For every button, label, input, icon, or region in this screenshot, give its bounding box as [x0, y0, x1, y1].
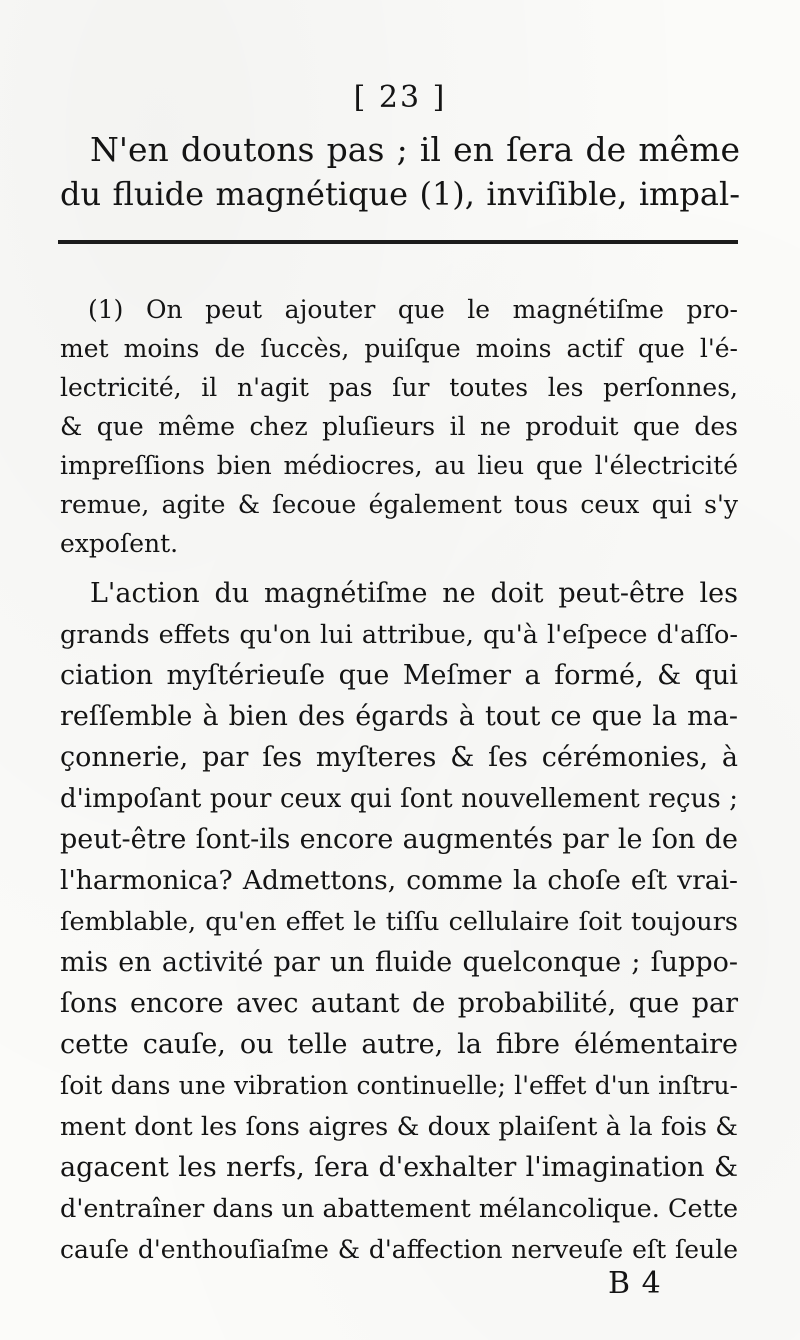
body-line: d'impoſant pour ceux qui ſont nouvellement reçus ; [60, 784, 738, 814]
body-line: reſſemble à bien des égards à tout ce que la ma- [60, 701, 738, 732]
body-line: peut-être ſont-ils encore augmentés par le ſon de [60, 824, 738, 855]
footnote-line: & que même chez pluſieurs il ne produit que des [60, 412, 738, 441]
footnote-line: impreſſions bien médiocres, au lieu que l'électricité [60, 451, 738, 480]
footnote-line: remue, agite & ſecoue également tous ceux qui s'y [60, 490, 738, 519]
body-line: çonnerie, par ſes myſteres & ſes cérémonies, à [60, 742, 738, 773]
body-line: ment dont les ſons aigres & doux plaiſent à la fois & [60, 1112, 738, 1142]
body-line: ſoit dans une vibration continuelle; l'effet d'un inſtru- [60, 1071, 738, 1100]
page-number: [ 23 ] [353, 80, 447, 115]
footnote-line: expoſent. [60, 529, 179, 558]
body-line: grands effets qu'on lui attribue, qu'à l'eſpece d'aſſo- [60, 620, 738, 650]
text-line: N'en doutons pas ; il en ſera de même [90, 130, 740, 169]
footnote-line: (1) On peut ajouter que le magnétiſme pro- [88, 295, 738, 324]
footnote-line: met moins de ſuccès, puiſque moins actif que l'é- [60, 334, 738, 363]
body-line: l'harmonica? Admettons, comme la choſe eſt vrai- [60, 865, 738, 896]
body-line: cette cauſe, ou telle autre, la fibre élémentaire [60, 1029, 738, 1060]
body-line: L'action du magnétiſme ne doit peut-être les [90, 578, 738, 609]
body-line: ſemblable, qu'en effet le tiſſu cellulaire ſoit toujours [60, 907, 738, 937]
body-line: cauſe d'enthouſiaſme & d'affection nerveuſe eſt ſeule [60, 1235, 738, 1264]
body-line: d'entraîner dans un abattement mélancolique. Cette [60, 1194, 739, 1224]
footnote-divider [58, 240, 738, 244]
signature-mark: B 4 [608, 1266, 662, 1301]
text-line: du fluide magnétique (1), inviſible, impal- [60, 175, 740, 213]
body-line: mis en activité par un fluide quelconque ; ſuppo- [60, 947, 738, 978]
footnote-line: lectricité, il n'agit pas ſur toutes les perſonnes, [60, 373, 738, 402]
body-line: ciation myſtérieuſe que Meſmer a formé, & qui [60, 660, 738, 691]
body-line: agacent les nerfs, ſera d'exhalter l'imagination & [60, 1152, 738, 1183]
body-line: ſons encore avec autant de probabilité, que par [60, 988, 738, 1019]
